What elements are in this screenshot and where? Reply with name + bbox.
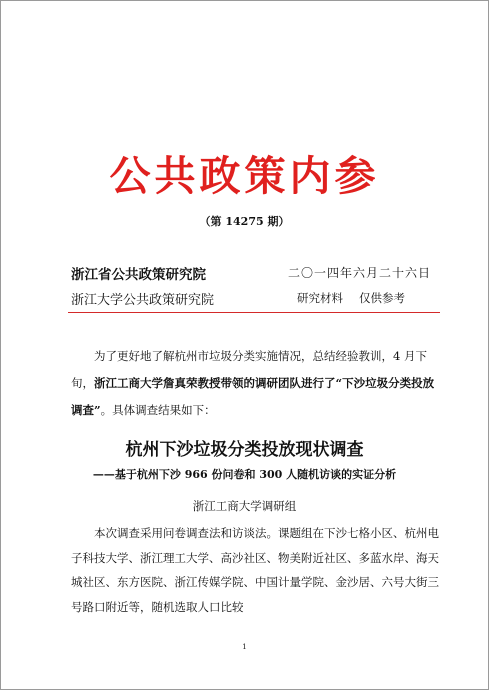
masthead-title: 公共政策内参 [109, 152, 380, 200]
publish-date: 二〇一四年六月二十六日 [288, 266, 432, 280]
usage-note [297, 290, 405, 306]
issue-number: （第 14275 期） [199, 215, 290, 228]
intro-highlight: 浙江工商大学詹真荣教授带领的调研团队进行了“下沙垃圾分类投放调查” [71, 376, 435, 417]
intro-text-end: 。具体调查结果如下： [100, 403, 216, 417]
note-reference: 仅供参考 [359, 291, 405, 305]
intro-text-start: 为了更好地了解杭州市垃圾分类实施情况，总结经验教训，4 月下旬， [71, 349, 427, 390]
report-subtitle: ——基于杭州下沙 966 份问卷和 300 人随机访谈的实证分析 [92, 468, 397, 481]
intro-paragraph [71, 343, 439, 424]
report-body [71, 521, 439, 619]
note-research: 研究材料 [297, 291, 343, 305]
red-divider [68, 312, 440, 313]
publisher-secondary: 浙江大学公共政策研究院 [71, 293, 215, 308]
publisher-primary: 浙江省公共政策研究院 [71, 267, 206, 283]
page-number: 1 [242, 643, 247, 651]
report-title: 杭州下沙垃圾分类投放现状调查 [125, 440, 364, 460]
report-author: 浙江工商大学调研组 [192, 499, 297, 513]
body-paragraph: 本次调查采用问卷调查法和访谈法。课题组在下沙七格小区、杭州电子科技大学、浙江理工大学、高沙社区、物美附近社区、多蓝水岸、海天城社区、东方医院、浙江传媒学院、中国计量学院、金沙居、六号大街三号路口附近等，随机选取人口比较 [71, 526, 439, 614]
